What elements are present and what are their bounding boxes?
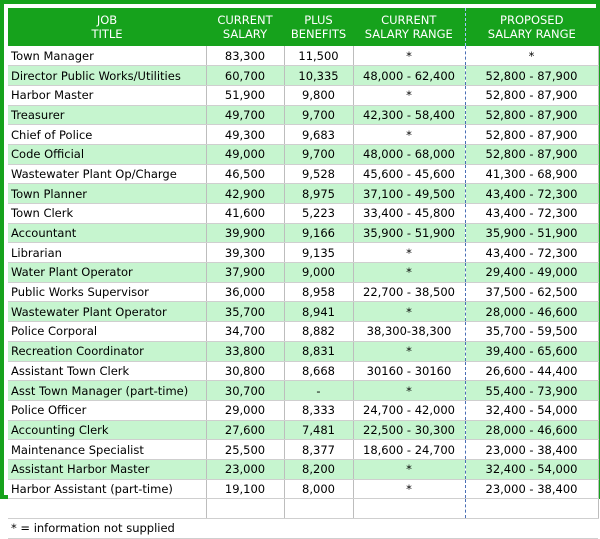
current-salary-range-cell: * [353, 302, 465, 322]
table-row [8, 164, 598, 184]
table-row [8, 479, 598, 499]
job-title-cell: Police Corporal [8, 322, 206, 342]
footnote: * = information not supplied [8, 519, 598, 539]
proposed-salary-range-cell: 35,700 - 59,500 [465, 322, 598, 342]
plus-benefits-cell: 8,200 [284, 459, 353, 479]
current-salary-range-cell: 48,000 - 68,000 [353, 144, 465, 164]
blank-cell [353, 499, 465, 519]
salary-table-container [8, 8, 598, 536]
proposed-salary-range-cell: 28,000 - 46,600 [465, 302, 598, 322]
current-salary-range-cell: 38,300-38,300 [353, 322, 465, 342]
proposed-salary-range-cell: 43,400 - 72,300 [465, 184, 598, 204]
current-salary-range-cell: 22,700 - 38,500 [353, 282, 465, 302]
current-salary-range-cell: * [353, 85, 465, 105]
table-row [8, 341, 598, 361]
proposed-salary-range-cell: 52,800 - 87,900 [465, 125, 598, 145]
job-title-cell: Wastewater Plant Op/Charge [8, 164, 206, 184]
table-row [8, 282, 598, 302]
header-job-title: JOB TITLE [8, 8, 206, 46]
proposed-salary-range-cell: * [465, 46, 598, 66]
job-title-cell: Police Officer [8, 400, 206, 420]
job-title-cell: Wastewater Plant Operator [8, 302, 206, 322]
plus-benefits-cell: 9,528 [284, 164, 353, 184]
current-salary-cell: 25,500 [206, 440, 284, 460]
footnote-row [8, 519, 598, 539]
plus-benefits-cell: 8,882 [284, 322, 353, 342]
job-title-cell: Treasurer [8, 105, 206, 125]
current-salary-range-cell: 33,400 - 45,800 [353, 204, 465, 224]
header-row [8, 8, 598, 46]
proposed-salary-range-cell: 28,000 - 46,600 [465, 420, 598, 440]
current-salary-cell: 60,700 [206, 66, 284, 86]
job-title-cell: Asst Town Manager (part-time) [8, 381, 206, 401]
plus-benefits-cell: 5,223 [284, 204, 353, 224]
plus-benefits-cell: 9,166 [284, 223, 353, 243]
current-salary-cell: 30,700 [206, 381, 284, 401]
current-salary-cell: 27,600 [206, 420, 284, 440]
table-row [8, 66, 598, 86]
header-plus-benefits: PLUS BENEFITS [284, 8, 353, 46]
table-row [8, 322, 598, 342]
table-row [8, 46, 598, 66]
current-salary-cell: 49,000 [206, 144, 284, 164]
current-salary-cell: 46,500 [206, 164, 284, 184]
blank-cell [284, 499, 353, 519]
proposed-salary-range-cell: 39,400 - 65,600 [465, 341, 598, 361]
job-title-cell: Town Manager [8, 46, 206, 66]
table-row [8, 361, 598, 381]
table-row [8, 105, 598, 125]
current-salary-cell: 33,800 [206, 341, 284, 361]
job-title-cell: Town Planner [8, 184, 206, 204]
proposed-salary-range-cell: 41,300 - 68,900 [465, 164, 598, 184]
salary-table [8, 8, 599, 539]
plus-benefits-cell: 9,683 [284, 125, 353, 145]
header-proposed-salary-range: PROPOSED SALARY RANGE [465, 8, 598, 46]
job-title-cell: Director Public Works/Utilities [8, 66, 206, 86]
job-title-cell: Town Clerk [8, 204, 206, 224]
current-salary-range-cell: * [353, 341, 465, 361]
current-salary-cell: 42,900 [206, 184, 284, 204]
current-salary-cell: 36,000 [206, 282, 284, 302]
current-salary-cell: 29,000 [206, 400, 284, 420]
job-title-cell: Water Plant Operator [8, 263, 206, 283]
proposed-salary-range-cell: 52,800 - 87,900 [465, 105, 598, 125]
table-row [8, 302, 598, 322]
current-salary-cell: 49,700 [206, 105, 284, 125]
job-title-cell: Harbor Assistant (part-time) [8, 479, 206, 499]
current-salary-range-cell: * [353, 263, 465, 283]
plus-benefits-cell: 9,800 [284, 85, 353, 105]
current-salary-range-cell: 48,000 - 62,400 [353, 66, 465, 86]
current-salary-cell: 51,900 [206, 85, 284, 105]
current-salary-cell: 34,700 [206, 322, 284, 342]
proposed-salary-range-cell: 26,600 - 44,400 [465, 361, 598, 381]
plus-benefits-cell: 10,335 [284, 66, 353, 86]
table-row [8, 223, 598, 243]
plus-benefits-cell: 8,377 [284, 440, 353, 460]
plus-benefits-cell: 11,500 [284, 46, 353, 66]
table-row [8, 459, 598, 479]
job-title-cell: Accountant [8, 223, 206, 243]
current-salary-range-cell: * [353, 381, 465, 401]
job-title-cell: Assistant Harbor Master [8, 459, 206, 479]
proposed-salary-range-cell: 55,400 - 73,900 [465, 381, 598, 401]
current-salary-range-cell: * [353, 46, 465, 66]
plus-benefits-cell: 8,958 [284, 282, 353, 302]
plus-benefits-cell: - [284, 381, 353, 401]
current-salary-range-cell: 22,500 - 30,300 [353, 420, 465, 440]
blank-cell [465, 499, 598, 519]
blank-cell [8, 499, 206, 519]
current-salary-range-cell: 24,700 - 42,000 [353, 400, 465, 420]
current-salary-range-cell: 45,600 - 45,600 [353, 164, 465, 184]
current-salary-cell: 30,800 [206, 361, 284, 381]
proposed-salary-range-cell: 23,000 - 38,400 [465, 479, 598, 499]
proposed-salary-range-cell: 52,800 - 87,900 [465, 85, 598, 105]
proposed-salary-range-cell: 37,500 - 62,500 [465, 282, 598, 302]
table-row [8, 184, 598, 204]
plus-benefits-cell: 9,000 [284, 263, 353, 283]
table-body [8, 46, 598, 538]
current-salary-range-cell: 42,300 - 58,400 [353, 105, 465, 125]
proposed-salary-range-cell: 29,400 - 49,000 [465, 263, 598, 283]
job-title-cell: Chief of Police [8, 125, 206, 145]
plus-benefits-cell: 9,700 [284, 105, 353, 125]
current-salary-range-cell: * [353, 243, 465, 263]
plus-benefits-cell: 8,831 [284, 341, 353, 361]
blank-cell [206, 499, 284, 519]
header-current-salary: CURRENT SALARY [206, 8, 284, 46]
current-salary-range-cell: 30160 - 30160 [353, 361, 465, 381]
table-row [8, 440, 598, 460]
plus-benefits-cell: 8,333 [284, 400, 353, 420]
table-row [8, 381, 598, 401]
plus-benefits-cell: 8,975 [284, 184, 353, 204]
job-title-cell: Harbor Master [8, 85, 206, 105]
current-salary-cell: 37,900 [206, 263, 284, 283]
table-row [8, 400, 598, 420]
table-row [8, 243, 598, 263]
table-row [8, 125, 598, 145]
job-title-cell: Code Official [8, 144, 206, 164]
current-salary-cell: 49,300 [206, 125, 284, 145]
proposed-salary-range-cell: 43,400 - 72,300 [465, 243, 598, 263]
plus-benefits-cell: 8,000 [284, 479, 353, 499]
blank-row [8, 499, 598, 519]
job-title-cell: Recreation Coordinator [8, 341, 206, 361]
job-title-cell: Librarian [8, 243, 206, 263]
current-salary-range-cell: * [353, 459, 465, 479]
table-row [8, 420, 598, 440]
table-row [8, 263, 598, 283]
current-salary-cell: 35,700 [206, 302, 284, 322]
proposed-salary-range-cell: 52,800 - 87,900 [465, 144, 598, 164]
proposed-salary-range-cell: 23,000 - 38,400 [465, 440, 598, 460]
table-row [8, 85, 598, 105]
current-salary-cell: 19,100 [206, 479, 284, 499]
proposed-salary-range-cell: 32,400 - 54,000 [465, 400, 598, 420]
current-salary-cell: 83,300 [206, 46, 284, 66]
job-title-cell: Accounting Clerk [8, 420, 206, 440]
proposed-salary-range-cell: 43,400 - 72,300 [465, 204, 598, 224]
current-salary-cell: 23,000 [206, 459, 284, 479]
plus-benefits-cell: 7,481 [284, 420, 353, 440]
job-title-cell: Assistant Town Clerk [8, 361, 206, 381]
current-salary-cell: 39,300 [206, 243, 284, 263]
proposed-salary-range-cell: 52,800 - 87,900 [465, 66, 598, 86]
plus-benefits-cell: 8,668 [284, 361, 353, 381]
current-salary-range-cell: 18,600 - 24,700 [353, 440, 465, 460]
current-salary-range-cell: * [353, 479, 465, 499]
current-salary-cell: 39,900 [206, 223, 284, 243]
proposed-salary-range-cell: 35,900 - 51,900 [465, 223, 598, 243]
current-salary-range-cell: 37,100 - 49,500 [353, 184, 465, 204]
plus-benefits-cell: 9,700 [284, 144, 353, 164]
job-title-cell: Public Works Supervisor [8, 282, 206, 302]
table-row [8, 144, 598, 164]
current-salary-range-cell: * [353, 125, 465, 145]
table-row [8, 204, 598, 224]
plus-benefits-cell: 8,941 [284, 302, 353, 322]
plus-benefits-cell: 9,135 [284, 243, 353, 263]
job-title-cell: Maintenance Specialist [8, 440, 206, 460]
proposed-salary-range-cell: 32,400 - 54,000 [465, 459, 598, 479]
current-salary-range-cell: 35,900 - 51,900 [353, 223, 465, 243]
header-current-salary-range: CURRENT SALARY RANGE [353, 8, 465, 46]
current-salary-cell: 41,600 [206, 204, 284, 224]
